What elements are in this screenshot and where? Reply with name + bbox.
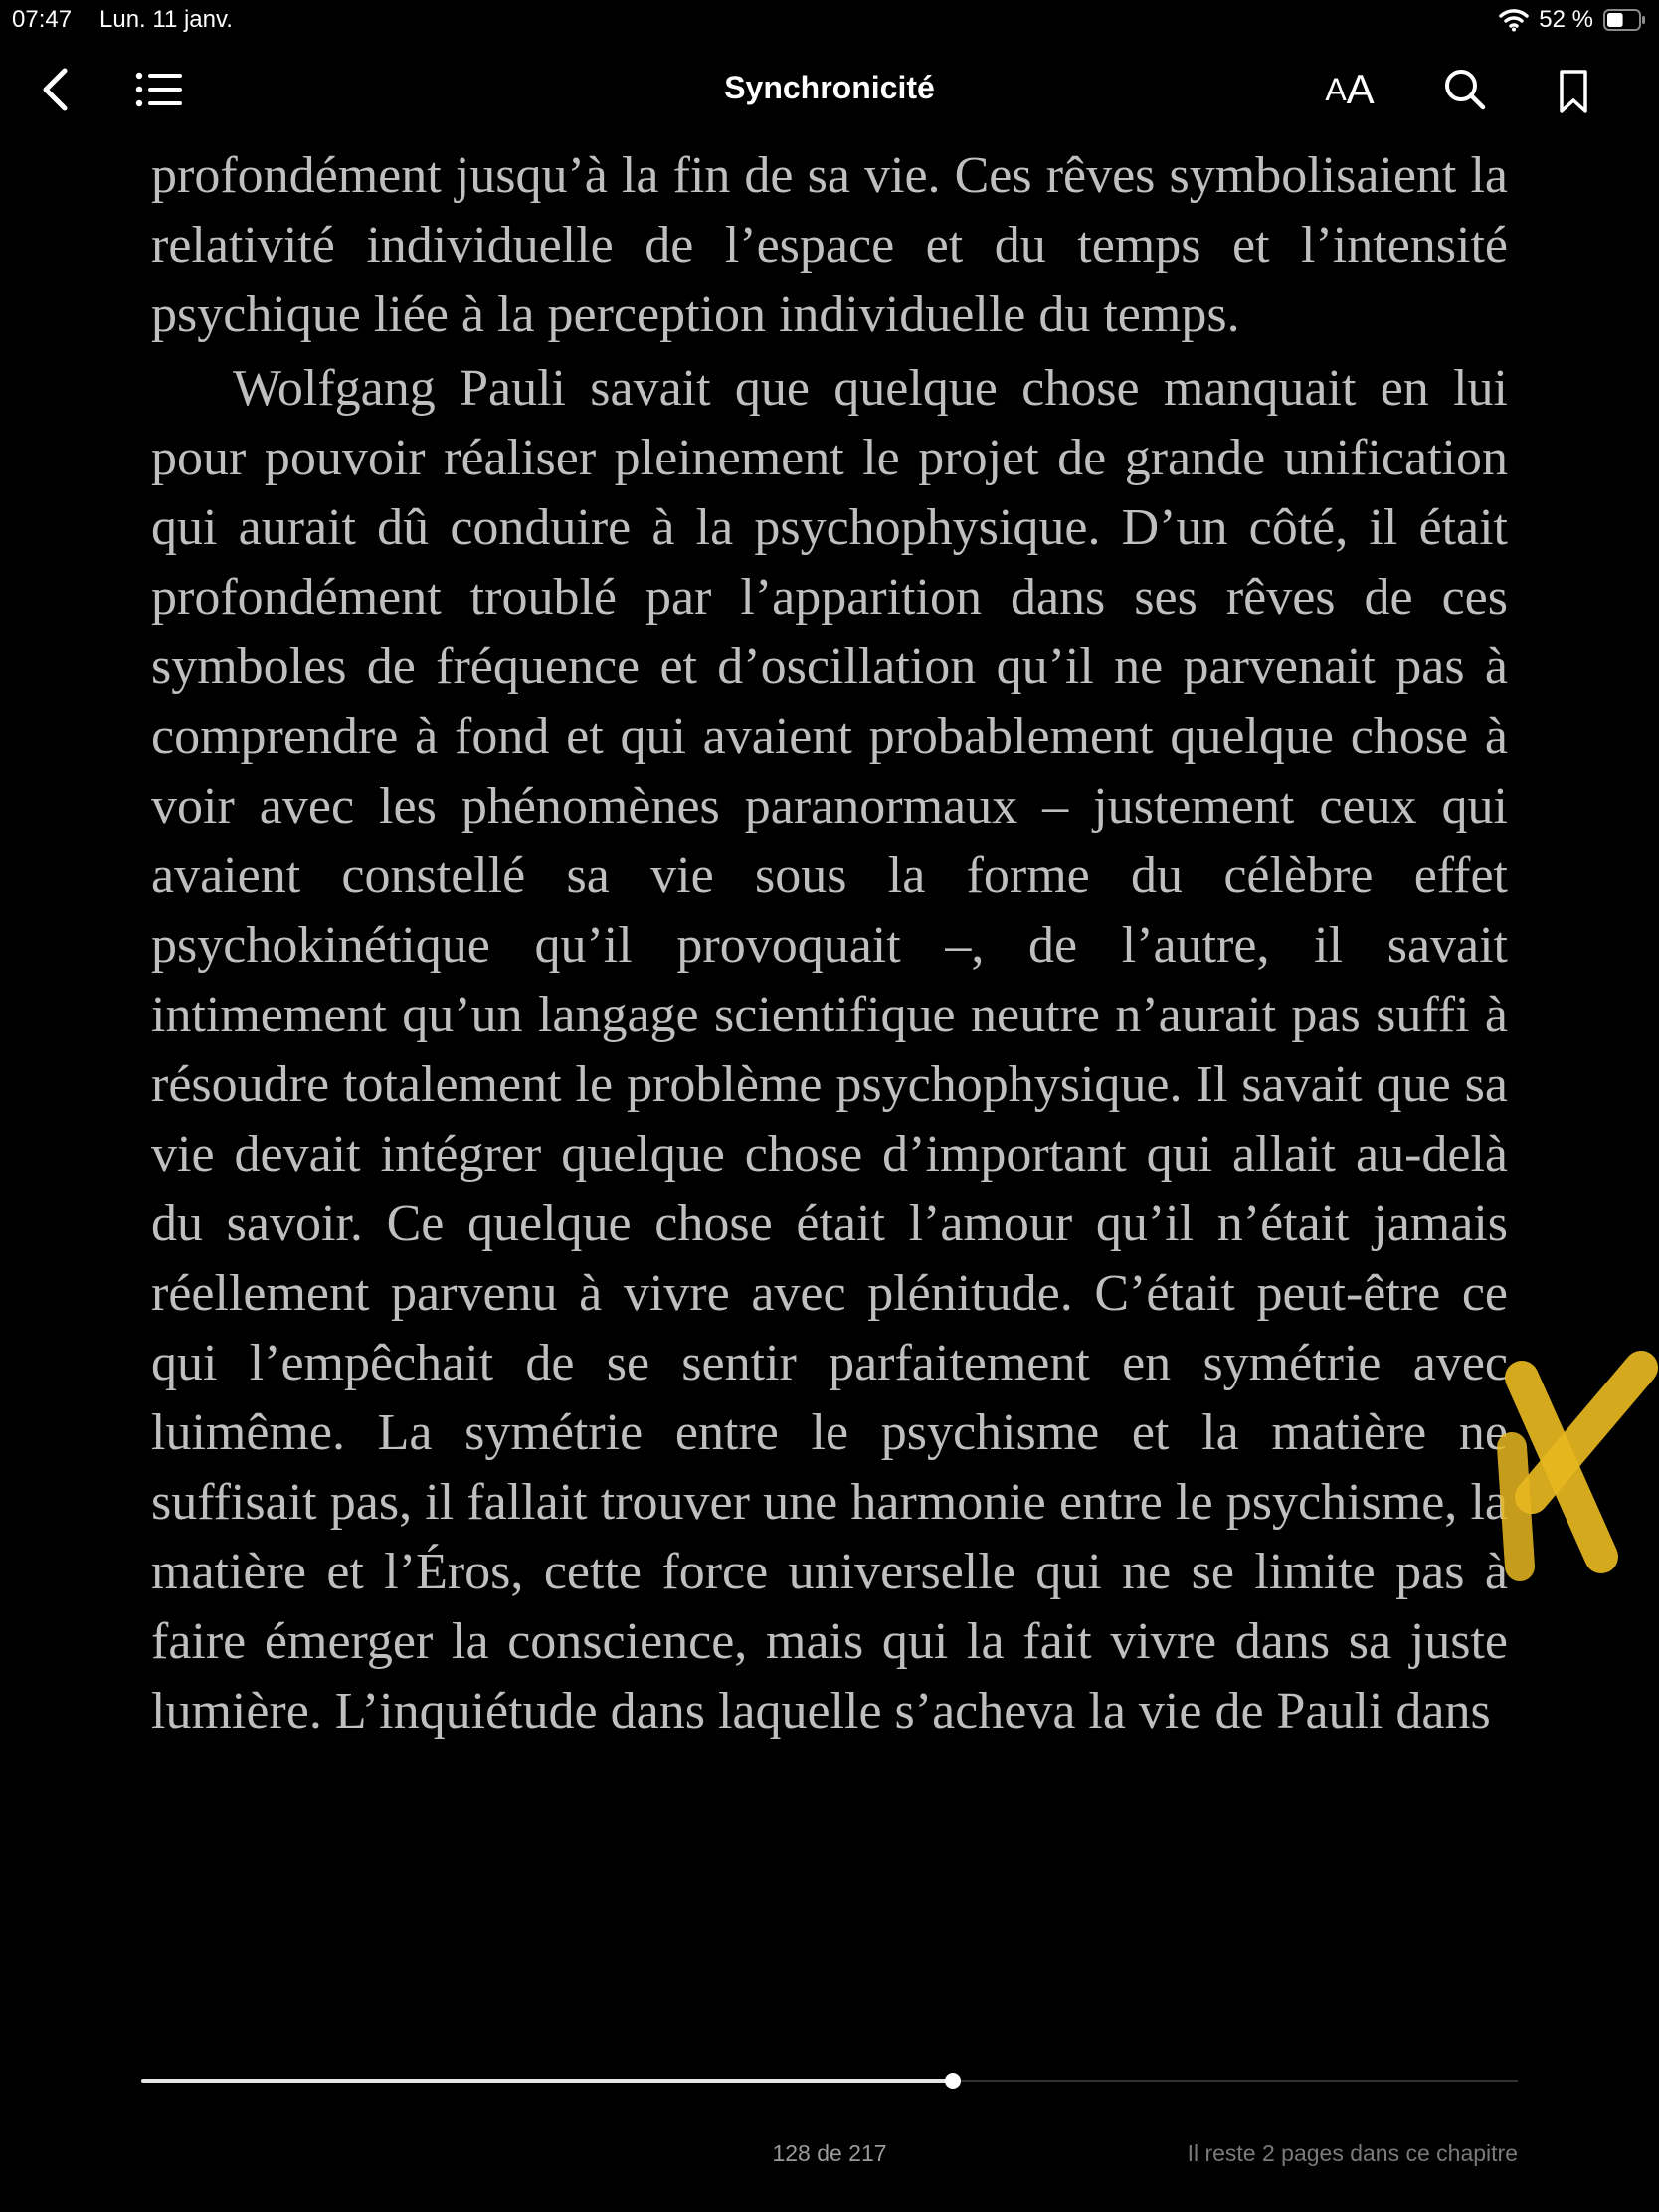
pages-left-in-chapter: Il reste 2 pages dans ce chapitre — [1187, 2140, 1518, 2166]
text-size-button[interactable] — [1315, 62, 1384, 117]
progress-thumb[interactable] — [945, 2073, 961, 2089]
battery-icon — [1603, 8, 1647, 32]
book-title: Synchronicité — [724, 70, 935, 105]
page-number: 128 de 217 — [772, 2140, 887, 2166]
font-large-label: A — [1346, 66, 1375, 112]
paragraph-continued: profondément jusqu’à la fin de sa vie. Ces rêves symbolisaient la relativité individuelle de l’espace et du temps et l’intensité psychique liée à la perception individuelle du temps. — [151, 147, 1508, 343]
status-right — [1499, 4, 1647, 36]
battery-percent: 52 % — [1539, 6, 1593, 33]
search-icon — [1443, 68, 1487, 111]
wifi-icon — [1499, 8, 1529, 32]
status-date: Lun. 11 janv. — [99, 6, 233, 33]
highlight-mark-icon[interactable] — [1492, 1348, 1659, 1586]
font-small-label: A — [1325, 71, 1347, 107]
battery-fill — [1607, 13, 1623, 27]
book-page[interactable] — [151, 141, 1508, 1747]
paragraph: Wolfgang Pauli savait que quelque chose manquait en lui pour pouvoir réaliser pleinement le projet de grande unification qui aurait dû conduire à la psychophysique. D’un côté, il était profondément troublé par l’apparition dans ses rêves de ces symboles de fréquence et d’oscillation qu’il ne parvenait pas à comprendre à fond et qui avaient probablement quelque chose à voir avec les phénomènes paranormaux – justement ceux qui avaient constellé sa vie sous la forme du célèbre effet psychokinétique qu’il provoquait –, de l’autre, il savait intimement qu’un langage scientifique neutre n’aurait pas suffi à résoudre totalement le problème psychophysique. Il savait que sa vie devait intégrer quelque chose d’important qui allait au-delà du savoir. Ce quelque chose était l’amour qu’il n’était jamais réellement parvenu à vivre avec plénitude. C’était peut-être ce qui l’empêchait de se sentir parfaitement en symétrie avec luimême. La symétrie entre le psychisme et la matière ne suffisait pas, il fallait trouver une harmonie entre le psychisme, la matière et l’Éros, cette force universelle qui ne se limite pas à faire émerger la conscience, mais qui la fait vivre dans sa juste lumière. L’inquiétude dans laquelle s’acheva la vie de Pauli dans — [151, 360, 1508, 1740]
status-time: 07:47 — [12, 6, 73, 33]
bookmark-button[interactable] — [1552, 62, 1595, 121]
search-button[interactable] — [1437, 62, 1493, 117]
progress-fill — [141, 2079, 953, 2083]
progress-slider[interactable] — [141, 2080, 1518, 2082]
bookmark-icon — [1558, 68, 1589, 115]
